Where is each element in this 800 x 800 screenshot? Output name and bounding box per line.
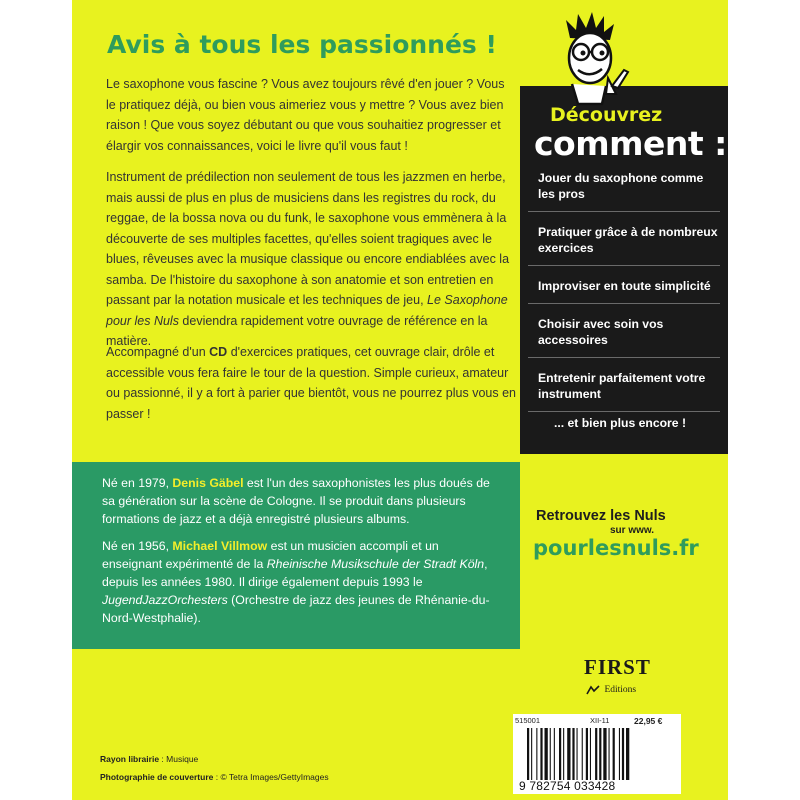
barcode-stripe bbox=[527, 728, 529, 780]
feature-item bbox=[528, 274, 720, 304]
photo-credit-label: Photographie de couverture bbox=[100, 772, 214, 782]
barcode-stripe bbox=[559, 728, 561, 780]
barcode-stripe bbox=[550, 728, 551, 780]
intro-paragraph-2 bbox=[106, 167, 516, 352]
feature-item bbox=[528, 166, 720, 212]
photo-credit-line bbox=[100, 772, 329, 782]
barcode-stripe bbox=[586, 728, 588, 780]
barcode-stripe bbox=[603, 728, 606, 780]
barcode-stripe bbox=[609, 728, 610, 780]
feature-item bbox=[528, 220, 720, 266]
promo-heading: Retrouvez les Nuls bbox=[536, 508, 666, 524]
barcode-stripe bbox=[590, 728, 591, 780]
barcode-stripe bbox=[540, 728, 542, 780]
authors-box bbox=[72, 462, 520, 649]
publisher-mark-icon bbox=[586, 685, 600, 695]
publisher-logo bbox=[584, 655, 651, 695]
barcode-area bbox=[513, 714, 681, 794]
photo-credit-value: : © Tetra Images/GettyImages bbox=[213, 772, 329, 782]
feature-item bbox=[528, 312, 720, 358]
author-2-text-3: (Orchestre de jazz des jeunes de Rhénanie-du-Nord-Westphalie). bbox=[102, 593, 490, 625]
intro-paragraph-2-end: deviendra rapidement votre ouvrage de référence en la matière. bbox=[106, 313, 488, 348]
barcode-bars-icon bbox=[527, 728, 667, 780]
intro-paragraph-3-text: Accompagné d'un bbox=[106, 345, 210, 359]
barcode-stripe bbox=[595, 728, 597, 780]
author-bio-2 bbox=[102, 537, 502, 627]
author-2-text-2: , depuis les années 1980. Il dirige également depuis 1993 le bbox=[102, 557, 488, 589]
feature-item-text: Choisir avec soin vos accessoires bbox=[538, 317, 664, 347]
barcode-date: XII-11 bbox=[590, 716, 610, 725]
publisher-editions-row bbox=[586, 681, 636, 699]
author-2-prefix: Né en 1956, bbox=[102, 539, 173, 553]
promo-sur-www: sur www. bbox=[610, 525, 655, 536]
author-1-name: Denis Gäbel bbox=[172, 476, 244, 490]
author-2-name: Michael Villmow bbox=[172, 539, 268, 553]
barcode-stripe bbox=[531, 728, 532, 780]
promo-website-link[interactable]: pourlesnuls.fr bbox=[533, 536, 699, 560]
barcode-stripe bbox=[554, 728, 555, 780]
barcode-code: 515001 bbox=[515, 716, 541, 725]
book-title-italic: Le Saxophone pour les Nuls bbox=[106, 293, 508, 328]
more-text: ... et bien plus encore ! bbox=[553, 416, 687, 430]
dummies-mascot-icon bbox=[542, 8, 642, 108]
intro-paragraph-1: Le saxophone vous fascine ? Vous avez toujours rêvé d'en jouer ? Vous le pratiquez déjà, ou bien vous aimeriez vous y mettre ? Vous avez bien raison ! Que vous soyez débutant ou que vous souhaitiez progresser et élargir vos connaissances, voici le livre qu'il vous faut ! bbox=[106, 77, 505, 153]
barcode-stripe bbox=[613, 728, 615, 780]
intro-paragraph-3 bbox=[106, 342, 516, 424]
barcode-stripe bbox=[545, 728, 548, 780]
page-title: Avis à tous les passionnés ! bbox=[107, 30, 497, 59]
comment-heading: comment : bbox=[534, 124, 727, 163]
book-back-cover bbox=[72, 0, 728, 800]
feature-list bbox=[528, 166, 720, 420]
barcode-stripe bbox=[599, 728, 601, 780]
barcode-digits: 9 782754 033428 bbox=[519, 779, 616, 793]
rayon-label: Rayon librairie bbox=[100, 754, 160, 764]
cd-highlight: CD bbox=[209, 345, 228, 359]
barcode-stripe bbox=[577, 728, 578, 780]
feature-item-text: Improviser en toute simplicité bbox=[538, 279, 711, 293]
barcode-stripe bbox=[563, 728, 564, 780]
feature-item bbox=[528, 366, 720, 412]
rayon-line bbox=[100, 754, 198, 764]
author-2-orchestra: JugendJazzOrchesters bbox=[102, 593, 228, 607]
author-bio-1 bbox=[102, 474, 502, 528]
publisher-name: FIRST bbox=[584, 655, 651, 679]
barcode-stripe bbox=[619, 728, 620, 780]
author-1-text: est l'un des saxophonistes les plus doués de sa génération sur la scène de Cologne. Il se produit dans plusieurs formations de jazz et a déjà enregistré plusieurs albums. bbox=[102, 476, 490, 526]
intro-paragraph-2-text: Instrument de prédilection non seulement de tous les jazzmen en herbe, mais aussi de plus en plus de musiciens dans les registres du rock, du reggae, de la bossa nova ou du funk, le saxophone vous emmènera à la découverte de ses multiples facettes, qu'elles soient tragiques avec le blues, rêveuses avec la musique classique ou encore endiablées avec la samba. De l'histoire du saxophone à son anatomie et son entretien en passant par la notation musicale et les techniques de jeu, bbox=[106, 170, 510, 307]
feature-item-text: Entretenir parfaitement votre instrument bbox=[538, 371, 706, 401]
intro-paragraph-3-end: d'exercices pratiques, cet ouvrage clair, drôle et accessible vous fera faire le tour de la question. Simple curieux, amateur ou passionné, il y a fort à parier que bientôt, vous ne pourrez plus vous en passer ! bbox=[106, 345, 516, 421]
rayon-value: : Musique bbox=[159, 754, 199, 764]
barcode-stripe bbox=[536, 728, 537, 780]
author-1-prefix: Né en 1979, bbox=[102, 476, 173, 490]
feature-item-text: Pratiquer grâce à de nombreux exercices bbox=[538, 225, 718, 255]
author-2-text-1: est un musicien accompli et un enseignant expérimenté de la bbox=[102, 539, 439, 571]
feature-item-text: Jouer du saxophone comme les pros bbox=[538, 171, 704, 201]
barcode-stripe bbox=[622, 728, 624, 780]
discover-panel bbox=[520, 86, 728, 454]
publisher-editions: Editions bbox=[604, 684, 637, 695]
barcode-stripe bbox=[572, 728, 574, 780]
barcode-stripe bbox=[582, 728, 583, 780]
discover-heading: Découvrez bbox=[550, 104, 663, 126]
barcode-stripe bbox=[626, 728, 629, 780]
author-2-school: Rheinische Musikschule der Stradt Köln bbox=[266, 557, 485, 571]
barcode-price: 22,95 € bbox=[634, 716, 663, 726]
barcode-stripe bbox=[567, 728, 570, 780]
